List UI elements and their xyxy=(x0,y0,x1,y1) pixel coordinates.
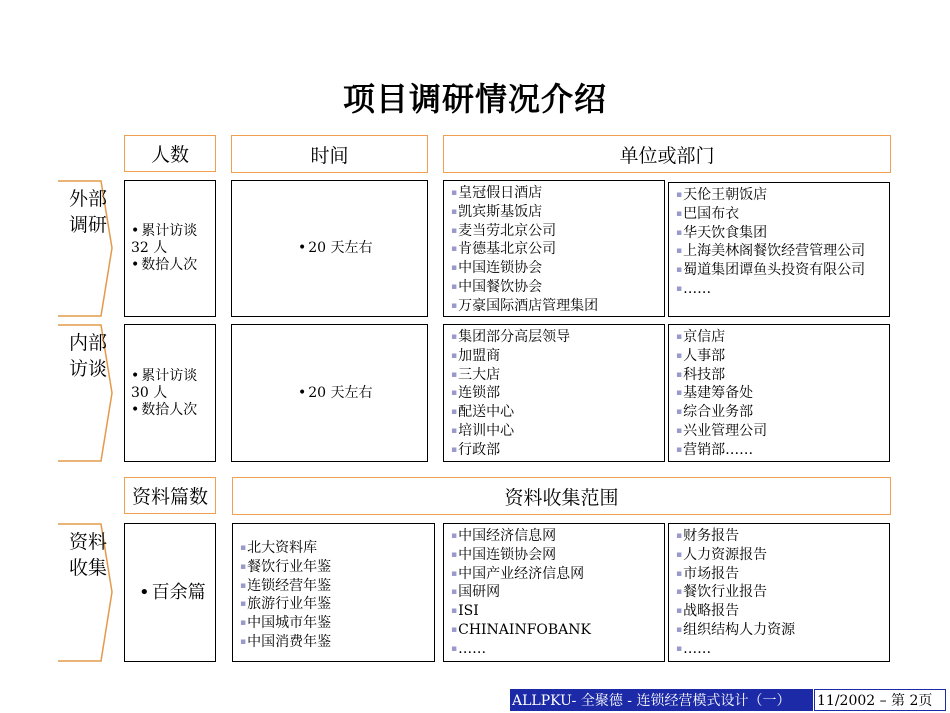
list-item: ▪肯德基北京公司 xyxy=(451,241,557,258)
list-item: ▪京信店 xyxy=(676,329,726,345)
external-count-box: • 累计访谈 32 人 • 数拾人次 xyxy=(124,180,216,317)
count-line: 30 人 xyxy=(131,384,168,401)
internal-time-box: • 20 天左右 xyxy=(231,324,428,462)
side-label-text-2: 收集 xyxy=(69,557,108,579)
list-item: ▪中国连锁协会 xyxy=(451,260,543,277)
time-value: 20 天左右 xyxy=(308,240,373,256)
page-title: 项目调研情况介绍 xyxy=(342,80,607,118)
list-item: ▪综合业务部 xyxy=(676,404,754,421)
list-item: ▪中国餐饮协会 xyxy=(451,278,543,295)
list-item: ▪配送中心 xyxy=(451,404,515,421)
list-item: ▪营销部…… xyxy=(676,441,754,458)
side-label-external xyxy=(57,180,113,317)
list-item: ▪万豪国际酒店管理集团 xyxy=(451,297,599,314)
list-item: ▪中国经济信息网 xyxy=(451,528,557,544)
list-item: ▪…… xyxy=(451,640,487,657)
list-item: ▪行政部 xyxy=(451,441,501,458)
list-item: ▪北大资料库 xyxy=(240,540,318,556)
count-line: 累计访谈 xyxy=(141,367,198,384)
list-item: ▪凯宾斯基饭店 xyxy=(451,203,543,220)
side-label-text-1: 资料 xyxy=(69,531,108,553)
list-item: ▪皇冠假日酒店 xyxy=(451,185,543,201)
time-value: 20 天左右 xyxy=(308,384,373,401)
list-item: ▪财务报告 xyxy=(676,528,740,544)
list-item: ▪组织结构人力资源 xyxy=(676,621,796,638)
list-item: ▪培训中心 xyxy=(451,422,515,439)
list-item: ▪天伦王朝饭店 xyxy=(676,187,768,203)
list-item: ▪战略报告 xyxy=(676,603,740,620)
list-item: ▪…… xyxy=(676,640,712,657)
list-item: ▪集团部分高层领导 xyxy=(451,329,571,345)
side-label-text-1: 外部 xyxy=(69,188,108,210)
footer-project-label: ALLPKU- 全聚德 - 连锁经营模式设计（一） xyxy=(510,689,813,711)
list-item: ▪华天饮食集团 xyxy=(676,224,768,241)
external-time-box: • 20 天左右 xyxy=(231,180,428,317)
header-materials-count: 资料篇数 xyxy=(124,477,216,514)
list-item: ▪科技部 xyxy=(676,366,726,383)
external-list-a xyxy=(443,180,665,317)
materials-list-b xyxy=(443,523,665,662)
internal-list-b xyxy=(668,324,890,462)
list-item: ▪国研网 xyxy=(451,584,501,601)
footer-page-label: 11/2002 – 第 2页 xyxy=(814,689,946,711)
list-item: ▪连锁经营年鉴 xyxy=(240,577,332,594)
side-label-materials xyxy=(57,523,113,662)
list-item: ▪基建筹备处 xyxy=(676,385,754,402)
count-line: 数拾人次 xyxy=(141,401,198,418)
list-item: ▪CHINAINFOBANK xyxy=(451,621,591,638)
side-label-text-1: 内部 xyxy=(69,332,108,354)
header-time: 时间 xyxy=(231,135,428,173)
list-item: ▪三大店 xyxy=(451,366,501,383)
count-line: 数拾人次 xyxy=(141,257,198,273)
list-item: ▪连锁部 xyxy=(451,385,501,402)
list-item: ▪餐饮行业年鉴 xyxy=(240,558,332,575)
list-item: ▪麦当劳北京公司 xyxy=(451,222,557,239)
list-item: ▪人事部 xyxy=(676,347,726,364)
list-item: ▪上海美林阁餐饮经营管理公司 xyxy=(676,243,866,260)
side-label-text-2: 调研 xyxy=(69,214,108,236)
side-label-text-2: 访谈 xyxy=(69,358,108,380)
list-item: ▪兴业管理公司 xyxy=(676,422,768,439)
list-item: ▪加盟商 xyxy=(451,347,501,364)
materials-count-box: • 百余篇 xyxy=(124,523,216,662)
list-item: ▪旅游行业年鉴 xyxy=(240,596,332,613)
materials-list-c xyxy=(668,523,890,662)
internal-list-a xyxy=(443,324,665,462)
external-list-b xyxy=(668,182,890,317)
list-item: ▪市场报告 xyxy=(676,565,740,582)
list-item: ▪人力资源报告 xyxy=(676,546,768,563)
side-label-internal xyxy=(57,324,113,462)
list-item: ▪餐饮行业报告 xyxy=(676,584,768,601)
header-materials-scope: 资料收集范围 xyxy=(232,477,891,515)
list-item: ▪蜀道集团谭鱼头投资有限公司 xyxy=(676,262,866,279)
count-line: 32 人 xyxy=(131,240,168,256)
list-item: ▪…… xyxy=(676,280,712,297)
list-item: ▪巴国布衣 xyxy=(676,205,740,222)
list-item: ▪中国城市年鉴 xyxy=(240,615,332,632)
materials-count-value: 百余篇 xyxy=(151,582,206,603)
list-item: ▪中国消费年鉴 xyxy=(240,633,332,650)
materials-list-a xyxy=(232,523,435,662)
count-line: 累计访谈 xyxy=(141,223,198,239)
list-item: ▪ISI xyxy=(451,603,479,620)
header-count: 人数 xyxy=(124,135,216,172)
internal-count-box: • 累计访谈 30 人 • 数拾人次 xyxy=(124,324,216,462)
list-item: ▪中国连锁协会网 xyxy=(451,546,557,563)
header-units: 单位或部门 xyxy=(443,135,891,173)
list-item: ▪中国产业经济信息网 xyxy=(451,565,585,582)
